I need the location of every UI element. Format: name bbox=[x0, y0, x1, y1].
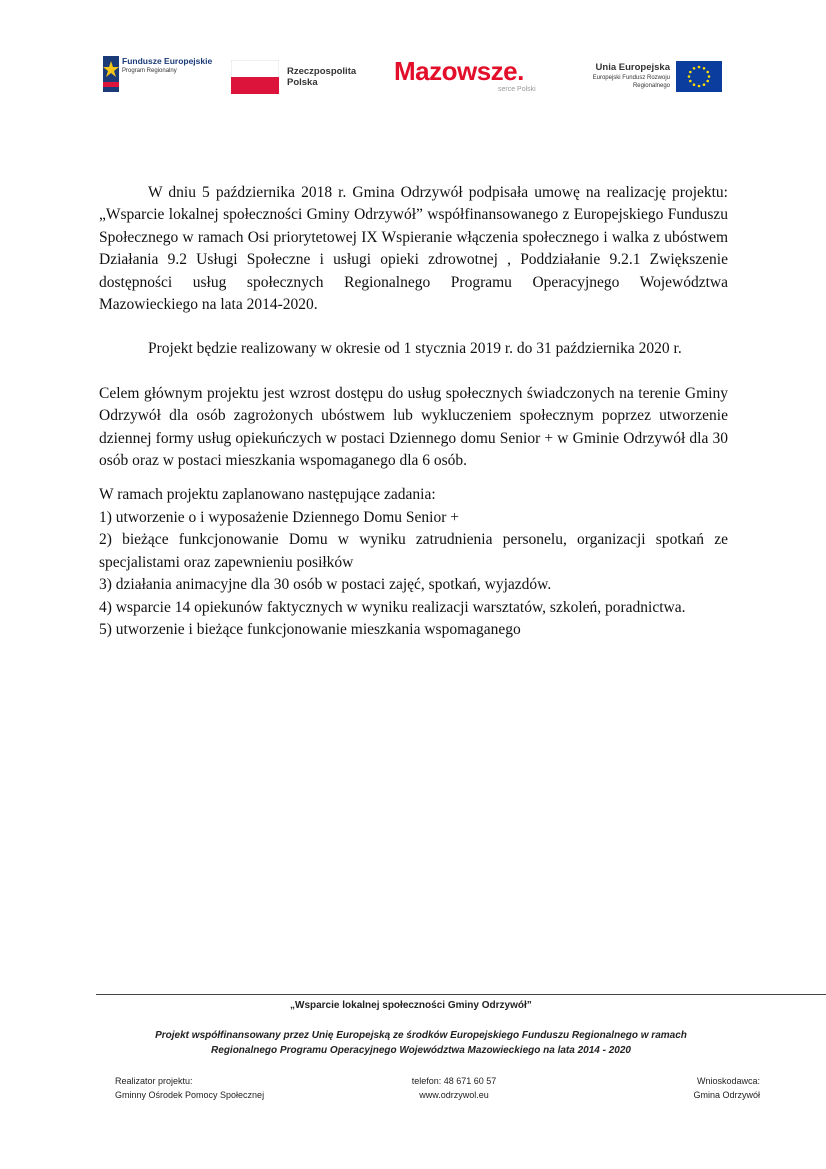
paragraph-contract: W dniu 5 października 2018 r. Gmina Odrzywół podpisała umowę na realizację projektu: „Wsparcie lokalnej społeczności Gminy Odrzywół” współfinansowanego z Europejskiego Funduszu Społecznego w ramach Osi priorytetowej IX Wspieranie włączenia społecznego i walka z ubóstwem Działania 9.2 Usługi Społeczne i usługi opieki zdrowotnej , Poddziałanie 9.2.1 Zwiększenie dostępności usług społecznych Regionalnego Programu Operacyjnego Województwa Mazowieckiego na lata 2014-2020. bbox=[99, 184, 728, 314]
rp-title: Rzeczpospolita Polska bbox=[287, 66, 357, 88]
eu-title: Unia Europejska bbox=[595, 62, 670, 73]
mazowsze-tagline: serce Polski bbox=[498, 86, 536, 93]
eu-subtitle: Europejski Fundusz Rozwoju Regionalnego bbox=[592, 75, 670, 89]
task-item-5: 5) utworzenie i bieżące funkcjonowanie mieszkania wspomaganego bbox=[99, 620, 521, 638]
task-item-1: 1) utworzenie o i wyposażenie Dziennego Domu Senior + bbox=[99, 508, 459, 526]
fundusze-europejskie-logo bbox=[100, 52, 230, 100]
footer-applicant bbox=[693, 1074, 760, 1102]
contact-website: www.odrzywol.eu bbox=[419, 1090, 489, 1100]
tasks-intro: W ramach projektu zaplanowano następujące zadania: bbox=[99, 486, 436, 504]
applicant-label: Wnioskodawca: bbox=[696, 1076, 760, 1086]
logo-bar bbox=[100, 52, 730, 100]
footer-cofinancing-note bbox=[96, 1028, 746, 1058]
fe-star-icon bbox=[100, 52, 122, 96]
contact-phone: telefon: 48 671 60 57 bbox=[411, 1076, 497, 1086]
mazowsze-logo bbox=[394, 52, 564, 100]
implementer-label: Realizator projektu: bbox=[115, 1076, 193, 1086]
paragraph-period: Projekt będzie realizowany w okresie od 1 stycznia 2019 r. do 31 października 2020 r. bbox=[148, 340, 682, 358]
task-item-4: 4) wsparcie 14 opiekunów faktycznych w wyniku realizacji warsztatów, szkoleń, poradnictwa. bbox=[99, 598, 686, 616]
unia-europejska-logo bbox=[584, 52, 730, 100]
mazowsze-wordmark: Mazowsze. bbox=[394, 56, 524, 86]
footer-contact bbox=[402, 1074, 506, 1102]
paragraph-goal: Celem głównym projektu jest wzrost dostępu do usług społecznych świadczonych na terenie Gminy Odrzywół dla osób zagrożonych ubóstwem lub wykluczeniem społecznym poprzez utworzenie dziennej formy usług opiekuńczych w postaci Dziennego domu Senior + w Gminie Odrzywół dla 30 osób oraz w postaci mieszkania wspomaganego dla 6 osób. bbox=[99, 384, 728, 470]
footer-implementer bbox=[115, 1074, 264, 1102]
eu-flag-icon bbox=[676, 61, 722, 92]
implementer-value: Gminny Ośrodek Pomocy Społecznej bbox=[115, 1090, 265, 1100]
fe-title: Fundusze Europejskie bbox=[122, 56, 213, 66]
fe-subtitle: Program Regionalny bbox=[122, 68, 177, 74]
rzeczpospolita-polska-logo bbox=[231, 52, 381, 100]
footer-cofinancing-line-1: Projekt współfinansowany przez Unię Europejską ze środków Europejskiego Funduszu Regionalnego w ramach bbox=[155, 1030, 687, 1041]
footer-project-title: „Wsparcie lokalnej społeczności Gminy Odrzywół” bbox=[290, 1000, 532, 1011]
polish-flag-icon bbox=[231, 60, 279, 94]
document-body bbox=[99, 182, 728, 641]
applicant-value: Gmina Odrzywół bbox=[693, 1090, 760, 1100]
task-item-3: 3) działania animacyjne dla 30 osób w postaci zajęć, spotkań, wyjazdów. bbox=[99, 576, 552, 594]
footer-divider bbox=[96, 994, 826, 995]
task-item-2: 2) bieżące funkcjonowanie Domu w wyniku zatrudnienia personelu, organizacji spotkań ze specjalistami oraz zapewnieniu posiłków bbox=[99, 531, 728, 571]
footer-cofinancing-line-2: Regionalnego Programu Operacyjnego Województwa Mazowieckiego na lata 2014 - 2020 bbox=[211, 1045, 631, 1056]
